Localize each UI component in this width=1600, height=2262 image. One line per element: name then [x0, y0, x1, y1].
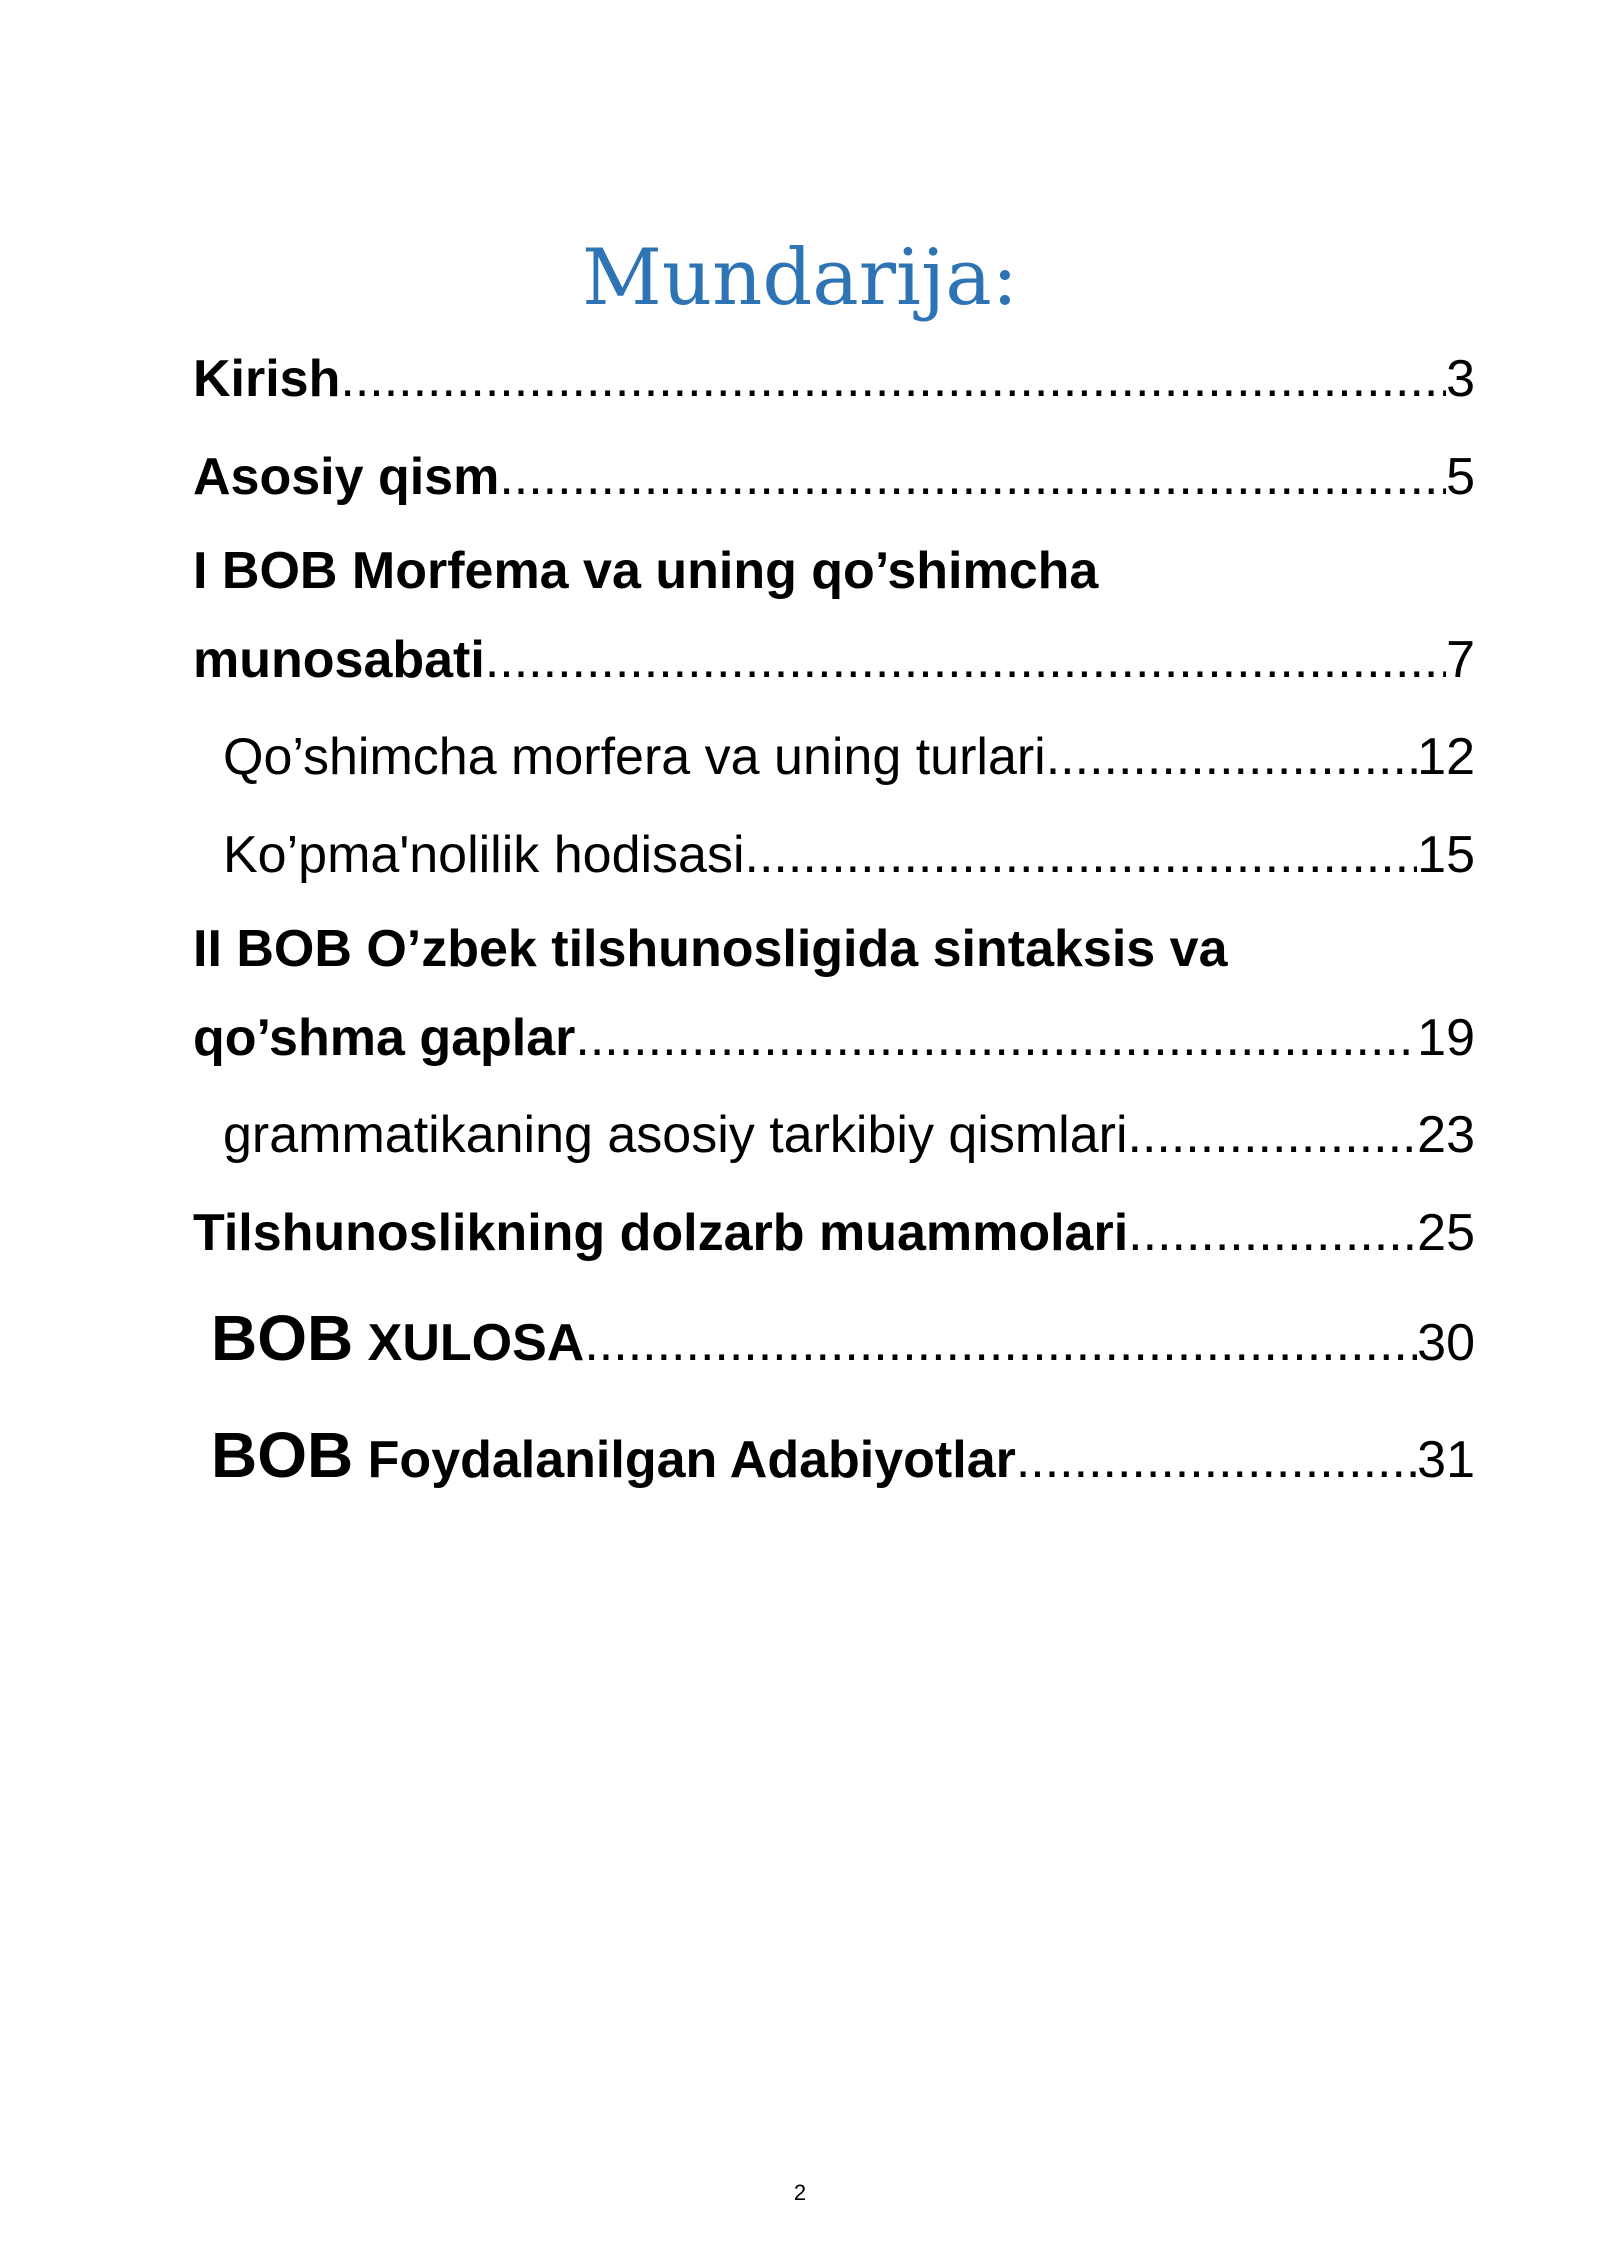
toc-entry-page: 31 [1417, 1431, 1475, 1489]
dot-leader [1016, 1404, 1417, 1516]
toc-entry-text: munosabati [193, 631, 485, 689]
toc-entry-page: 15 [1417, 826, 1475, 884]
toc-entry-label [211, 1282, 584, 1399]
toc-entry-kirish[interactable] [193, 330, 1475, 428]
dot-leader [1128, 1086, 1418, 1184]
dot-leader [499, 428, 1446, 526]
toc-entry-page: 19 [1417, 1009, 1475, 1067]
toc-entry-text: Tilshunoslikning dolzarb muammolari [193, 1204, 1129, 1262]
table-of-contents [193, 330, 1475, 1516]
toc-entry-text: Kirish [193, 350, 341, 408]
toc-entry-bob-2[interactable] [193, 904, 1475, 1086]
toc-entry-prefix: BOB [211, 1302, 354, 1374]
toc-entry-text-line1: II BOB O’zbek tilshunosligida sintaksis va [193, 920, 1228, 978]
toc-entry-bob-1[interactable] [193, 526, 1475, 708]
toc-entry-dolzarb-muammolar[interactable] [193, 1184, 1475, 1282]
toc-entry-page: 5 [1446, 448, 1475, 506]
page-number: 2 [793, 2180, 807, 2205]
toc-entry-page: 3 [1446, 350, 1475, 408]
toc-entry-text: Asosiy qism [193, 448, 500, 506]
toc-entry-page: 25 [1417, 1204, 1475, 1262]
dot-leader [340, 330, 1446, 428]
toc-entry-asosiy-qism[interactable] [193, 428, 1475, 526]
toc-entry-text: XULOSA [367, 1314, 585, 1372]
toc-entry-page: 12 [1417, 728, 1475, 786]
toc-entry-text: Ko’pma'nolilik hodisasi [223, 826, 745, 884]
toc-entry-xulosa[interactable] [193, 1282, 1475, 1399]
dot-leader [745, 806, 1418, 904]
dot-leader [584, 1287, 1417, 1399]
toc-entry-text-line1: I BOB Morfema va uning qo’shimcha [193, 542, 1099, 600]
toc-entry-text: Foydalanilgan Adabiyotlar [367, 1431, 1016, 1489]
dot-leader [485, 612, 1446, 708]
toc-entry-kopmanolilik[interactable] [193, 806, 1475, 904]
toc-entry-prefix: BOB [211, 1419, 354, 1491]
toc-entry-adabiyotlar[interactable] [193, 1399, 1475, 1516]
toc-entry-page: 30 [1417, 1314, 1475, 1372]
toc-entry-text: qo’shma gaplar [193, 1009, 576, 1067]
toc-entry-text: Qo’shimcha morfera va uning turlari [223, 728, 1046, 786]
dot-leader [1046, 708, 1417, 806]
dot-leader [1128, 1184, 1417, 1282]
toc-entry-text: grammatikaning asosiy tarkibiy qismlari [223, 1106, 1128, 1164]
toc-entry-grammatika[interactable] [193, 1086, 1475, 1184]
toc-entry-page: 23 [1417, 1106, 1475, 1164]
toc-entry-label [211, 1399, 1016, 1516]
dot-leader [575, 990, 1417, 1086]
toc-title: Mundarija: [582, 233, 1018, 323]
toc-entry-qoshimcha-morfera[interactable] [193, 708, 1475, 806]
toc-entry-page: 7 [1446, 631, 1475, 689]
